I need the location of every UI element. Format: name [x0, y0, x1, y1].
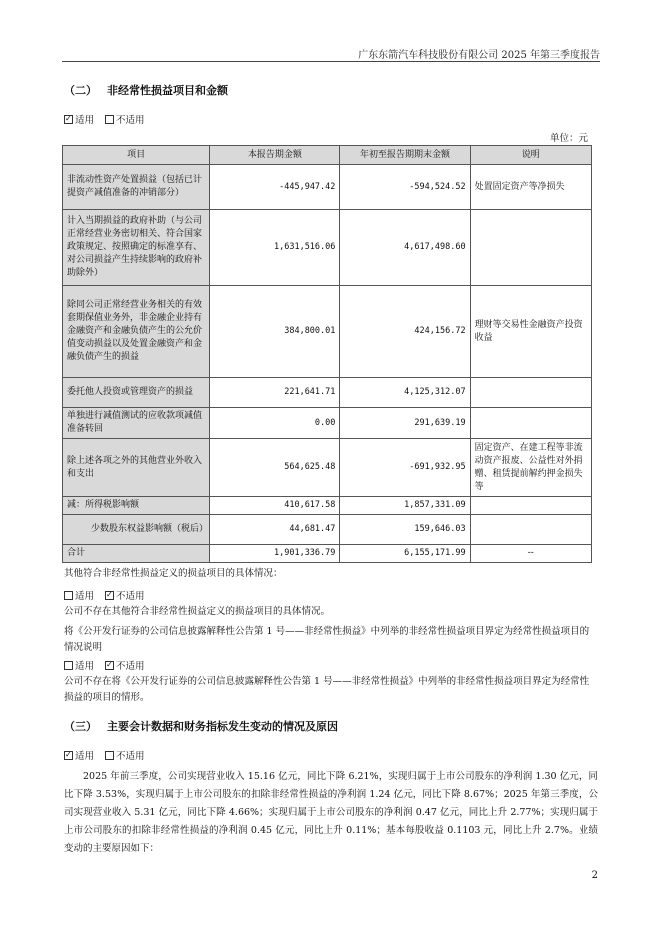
- row-current: 410,617.58: [210, 497, 340, 515]
- section-2-heading: [64, 82, 228, 98]
- table-row-total: [63, 545, 592, 563]
- checkbox-checked-icon[interactable]: [64, 115, 73, 124]
- table-row: [63, 515, 592, 545]
- row-item: 少数股东权益影响额（税后）: [63, 515, 210, 545]
- page-number: 2: [591, 870, 598, 881]
- header-divider: [62, 61, 600, 62]
- row-ytd: 4,125,312.07: [340, 378, 470, 408]
- row-note: [470, 378, 591, 408]
- checkbox-checked-icon[interactable]: [105, 591, 114, 600]
- row-item: 除上述各项之外的其他营业外收入和支出: [63, 439, 210, 497]
- col-header-item: 项目: [63, 146, 210, 165]
- table-row: [63, 165, 592, 210]
- row-ytd: 424,156.72: [340, 286, 470, 378]
- row-note: 固定资产、在建工程等非流动资产报废、公益性对外捐赠、租赁提前解约押金损失等: [470, 439, 591, 497]
- row-item: 除同公司正常经营业务相关的有效套期保值业务外，非金融企业持有金融资产和金融负债产生的公允价值变动损益以及处置金融资产和金融负债产生的损益: [63, 286, 210, 378]
- running-header: 广东东箭汽车科技股份有限公司 2025 年第三季度报告: [358, 50, 600, 61]
- row-current: 1,901,336.79: [210, 545, 340, 563]
- table-row: [63, 378, 592, 408]
- row-current: 221,641.71: [210, 378, 340, 408]
- section-3-heading: [64, 718, 338, 734]
- reclass-text: 公司不存在将《公开发行证券的公司信息披露解释性公告第 1 号——非经常性损益》中列举的非经常性损益项目界定为经常性损益的项目的情形。: [64, 676, 590, 703]
- col-header-ytd: 年初至报告期期末金额: [340, 146, 470, 165]
- row-item: 计入当期损益的政府补助（与公司正常经营业务密切相关、符合国家政策规定、按照确定的标准享有、对公司损益产生持续影响的政府补助除外）: [63, 210, 210, 286]
- other-definition-text: 公司不存在其他符合非经常性损益定义的损益项目的具体情况。: [64, 606, 331, 617]
- row-note: 处置固定资产等净损失: [470, 165, 591, 210]
- row-note: [470, 408, 591, 439]
- applicable-label: 适用: [75, 751, 95, 762]
- row-note: [470, 515, 591, 545]
- row-note: 理财等交易性金融资产投资收益: [470, 286, 591, 378]
- not-applicable-label: 不适用: [116, 751, 145, 762]
- other-def-applicability: [64, 588, 153, 602]
- checkbox-unchecked-icon[interactable]: [105, 115, 114, 124]
- applicable-label: 适用: [75, 661, 95, 672]
- not-applicable-label: 不适用: [116, 115, 145, 126]
- row-current: 0.00: [210, 408, 340, 439]
- section-3-title: 主要会计数据和财务指标发生变动的情况及原因: [107, 720, 338, 733]
- col-header-note: 说明: [470, 146, 591, 165]
- row-ytd: 6,155,171.99: [340, 545, 470, 563]
- not-applicable-label: 不适用: [116, 591, 145, 602]
- row-current: 564,625.48: [210, 439, 340, 497]
- row-ytd: 1,857,331.09: [340, 497, 470, 515]
- row-ytd: -691,932.95: [340, 439, 470, 497]
- other-definition-title: 其他符合非经常性损益定义的损益项目的具体情况：: [64, 568, 283, 579]
- row-current: 384,800.01: [210, 286, 340, 378]
- row-item: 委托他人投资或管理资产的损益: [63, 378, 210, 408]
- row-ytd: 159,646.03: [340, 515, 470, 545]
- table-row: [63, 286, 592, 378]
- row-note: --: [470, 545, 591, 563]
- checkbox-checked-icon[interactable]: [105, 661, 114, 670]
- row-note: [470, 210, 591, 286]
- row-item: 单独进行减值测试的应收款项减值准备转回: [63, 408, 210, 439]
- table-row: [63, 439, 592, 497]
- section-3-applicability: [64, 748, 153, 762]
- section-2-applicability: [64, 112, 153, 126]
- section-3-body: 2025 年前三季度，公司实现营业收入 15.16 亿元，同比下降 6.21%，实现归属于上市公司股东的净利润 1.30 亿元，同比下降 3.53%，实现归属于上市公司股东的扣除非经常性损益的净利润 1.24 亿元，同比下降 8.67%；2025 年第三季度，公司实现营业收入 5.31 亿元，同比下降 4.66%；实现归属于上市公司股东的净利润 0.47 亿元，同比上升 2.77%；实现归属于上市公司股东的扣除非经常性损益的净利润 0.45 亿元，同比上升 0.11%；基本每股收益 0.1103 元，同比上升 2.7%。业绩变动的主要原因如下：: [64, 771, 598, 854]
- reclass-title: 将《公开发行证券的公司信息披露解释性公告第 1 号——非经常性损益》中列举的非经常性损益项目界定为经常性损益项目的情况说明: [64, 626, 590, 653]
- checkbox-unchecked-icon[interactable]: [105, 751, 114, 760]
- row-note: [470, 497, 591, 515]
- checkbox-unchecked-icon[interactable]: [64, 591, 73, 600]
- table-row: [63, 497, 592, 515]
- not-applicable-label: 不适用: [116, 661, 145, 672]
- row-current: 44,681.47: [210, 515, 340, 545]
- row-current: -445,947.42: [210, 165, 340, 210]
- table-row: [63, 210, 592, 286]
- applicable-label: 适用: [75, 591, 95, 602]
- unit-label: 单位：元: [549, 133, 588, 144]
- checkbox-unchecked-icon[interactable]: [64, 661, 73, 670]
- col-header-current: 本报告期金额: [210, 146, 340, 165]
- applicable-label: 适用: [75, 115, 95, 126]
- section-2-number: （二）: [64, 84, 97, 97]
- table-row: [63, 408, 592, 439]
- row-item: 非流动性资产处置损益（包括已计提资产减值准备的冲销部分）: [63, 165, 210, 210]
- row-item: 合计: [63, 545, 210, 563]
- row-ytd: -594,524.52: [340, 165, 470, 210]
- section-2-title: 非经常性损益项目和金额: [107, 84, 228, 97]
- row-ytd: 291,639.19: [340, 408, 470, 439]
- table-header-row: [63, 146, 592, 165]
- section-3-number: （三）: [64, 720, 97, 733]
- row-item: 减：所得税影响额: [63, 497, 210, 515]
- row-ytd: 4,617,498.60: [340, 210, 470, 286]
- checkbox-checked-icon[interactable]: [64, 751, 73, 760]
- reclass-applicability: [64, 658, 153, 672]
- row-current: 1,631,516.06: [210, 210, 340, 286]
- non-recurring-table: [62, 145, 592, 563]
